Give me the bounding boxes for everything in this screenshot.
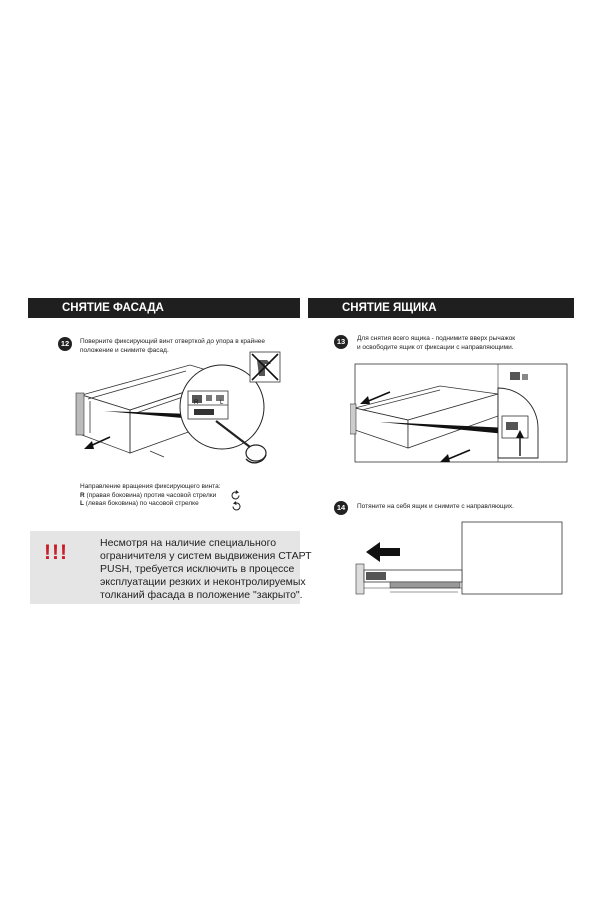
step-12-line-2: положение и снимите фасад.	[80, 346, 169, 354]
r-letter: R	[80, 491, 85, 499]
step-14-line-1: Потяните на себя ящик и снимите с направляющих.	[357, 503, 514, 510]
step-13-instruction	[357, 335, 515, 352]
section-title-remove-drawer: СНЯТИЕ ЯЩИКА	[308, 298, 574, 318]
r-text: (правая боковина) против часовой стрелки	[84, 491, 217, 499]
prohibited-icon	[248, 350, 282, 384]
step-12-badge: 12	[58, 337, 72, 351]
l-letter: L	[80, 500, 84, 507]
step-14-badge: 14	[334, 501, 348, 515]
step-12-instruction	[80, 338, 265, 355]
rotation-direction-block	[80, 483, 221, 509]
l-text: (левая боковина) по часовой стрелке	[83, 500, 199, 507]
warning-box	[30, 531, 312, 604]
drawer-removal-illustration	[350, 358, 572, 468]
warning-line-3: PUSH, требуется исключить в процессе	[100, 563, 295, 575]
section-title-remove-facade: СНЯТИЕ ФАСАДА	[28, 298, 300, 318]
warning-mark: !!!	[44, 541, 68, 564]
warning-line-2: ограничителя у систем выдвижения СТАРТ	[100, 550, 312, 562]
rotation-left	[80, 500, 221, 509]
rotation-title: Направление вращения фиксирующего винта:	[80, 483, 221, 490]
warning-line-4: эксплуатации резких и неконтролируемых	[100, 576, 306, 588]
detail-label-r: R	[194, 400, 199, 406]
warning-line-5: толканий фасада в положение "закрыто".	[100, 589, 303, 601]
clockwise-icon	[230, 501, 242, 512]
counterclockwise-icon	[230, 490, 242, 501]
step-13-line-1: Для снятия всего ящика - поднимите вверх рычажок	[357, 335, 516, 342]
warning-text	[100, 537, 312, 602]
step-12-line-1: Поверните фиксирующий винт отверткой до упора в крайнее	[80, 338, 266, 345]
step-14-instruction	[357, 503, 514, 512]
warning-line-1: Несмотря на наличие специального	[100, 537, 277, 549]
drawer-facade-illustration	[70, 355, 275, 470]
drawer-pull-illustration	[350, 520, 566, 598]
rotation-right	[80, 492, 221, 501]
detail-label-l: L	[220, 400, 224, 406]
step-13-badge: 13	[334, 335, 348, 349]
step-13-line-2: и освободите ящик от фиксации с направляющими.	[357, 343, 514, 351]
